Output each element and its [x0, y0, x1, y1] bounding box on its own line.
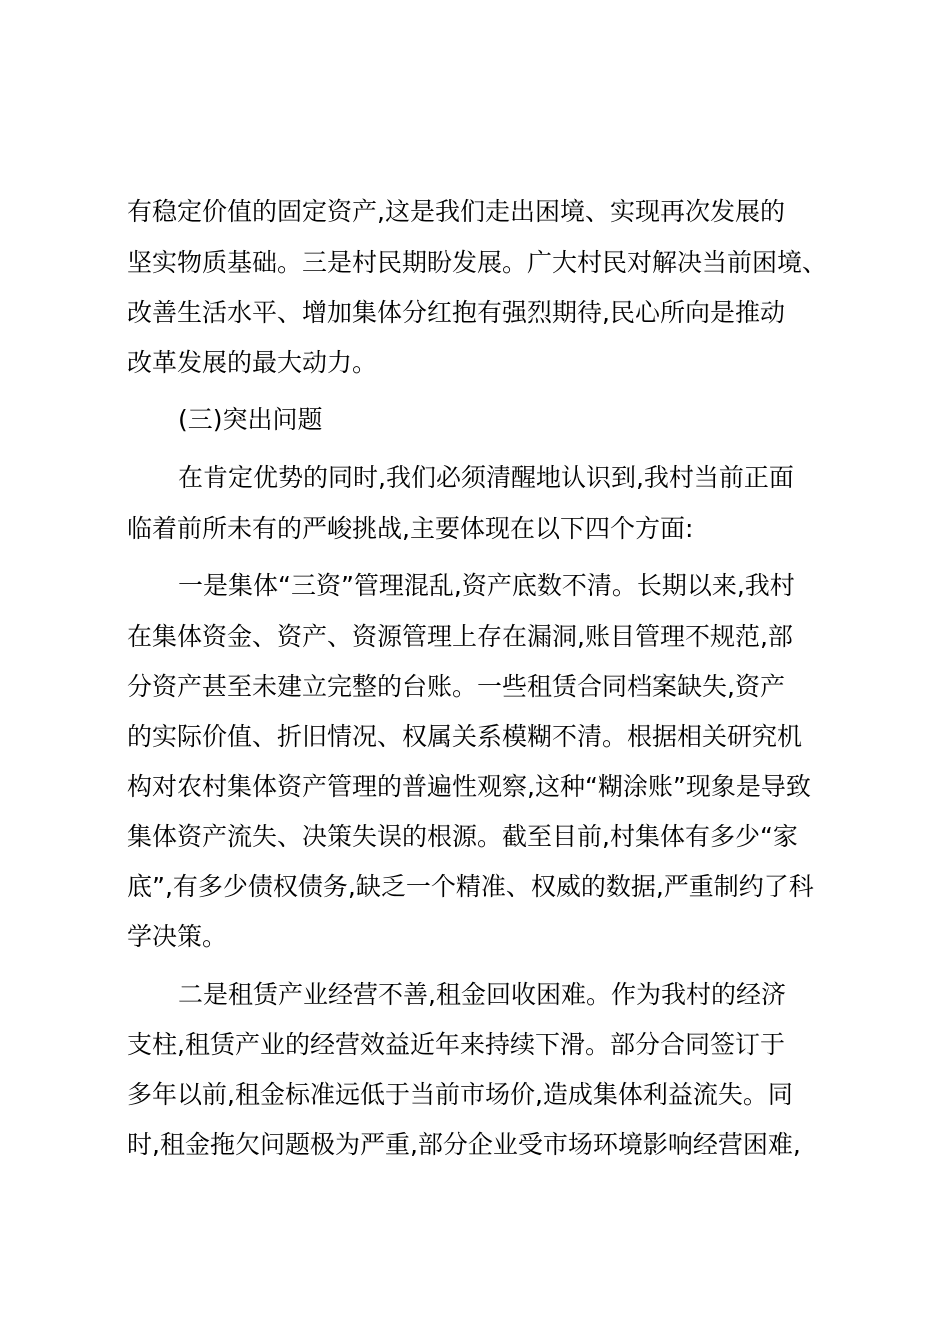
- paragraph-line: 有稳定价值的固定资产,这是我们走出困境、实现再次发展的: [127, 197, 785, 226]
- paragraph-line: 改善生活水平、增加集体分红抱有强烈期待,民心所向是推动: [127, 298, 785, 327]
- paragraph-line: 学决策。: [127, 922, 228, 951]
- paragraph-line: 一是集体“三资”管理混乱,资产底数不清。长期以来,我村: [178, 571, 795, 600]
- section-heading: (三)突出问题: [178, 405, 323, 434]
- paragraph-line: 二是租赁产业经营不善,租金回收困难。作为我村的经济: [178, 980, 786, 1009]
- paragraph-line: 支柱,租赁产业的经营效益近年来持续下滑。部分合同签订于: [127, 1030, 785, 1059]
- paragraph-line: 临着前所未有的严峻挑战,主要体现在以下四个方面:: [127, 514, 694, 543]
- paragraph-line: 在集体资金、资产、资源管理上存在漏洞,账目管理不规范,部: [127, 622, 793, 651]
- paragraph-line: 时,租金拖欠问题极为严重,部分企业受市场环境影响经营困难,: [127, 1130, 801, 1159]
- paragraph-line: 构对农村集体资产管理的普遍性观察,这种“糊涂账”现象是导致: [127, 772, 811, 801]
- paragraph-line: 坚实物质基础。三是村民期盼发展。广大村民对解决当前困境、: [127, 248, 828, 277]
- paragraph-line: 多年以前,租金标准远低于当前市场价,造成集体利益流失。同: [127, 1080, 793, 1109]
- paragraph-line: 集体资产流失、决策失误的根源。截至目前,村集体有多少“家: [127, 822, 798, 851]
- paragraph-line: 的实际价值、折旧情况、权属关系模糊不清。根据相关研究机: [127, 722, 803, 751]
- paragraph-line: 在肯定优势的同时,我们必须清醒地认识到,我村当前正面: [178, 463, 794, 492]
- paragraph-line: 分资产甚至未建立完整的台账。一些租赁合同档案缺失,资产: [127, 672, 785, 701]
- paragraph-line: 改革发展的最大动力。: [127, 348, 378, 377]
- paragraph-line: 底”,有多少债权债务,缺乏一个精准、权威的数据,严重制约了科: [127, 872, 814, 901]
